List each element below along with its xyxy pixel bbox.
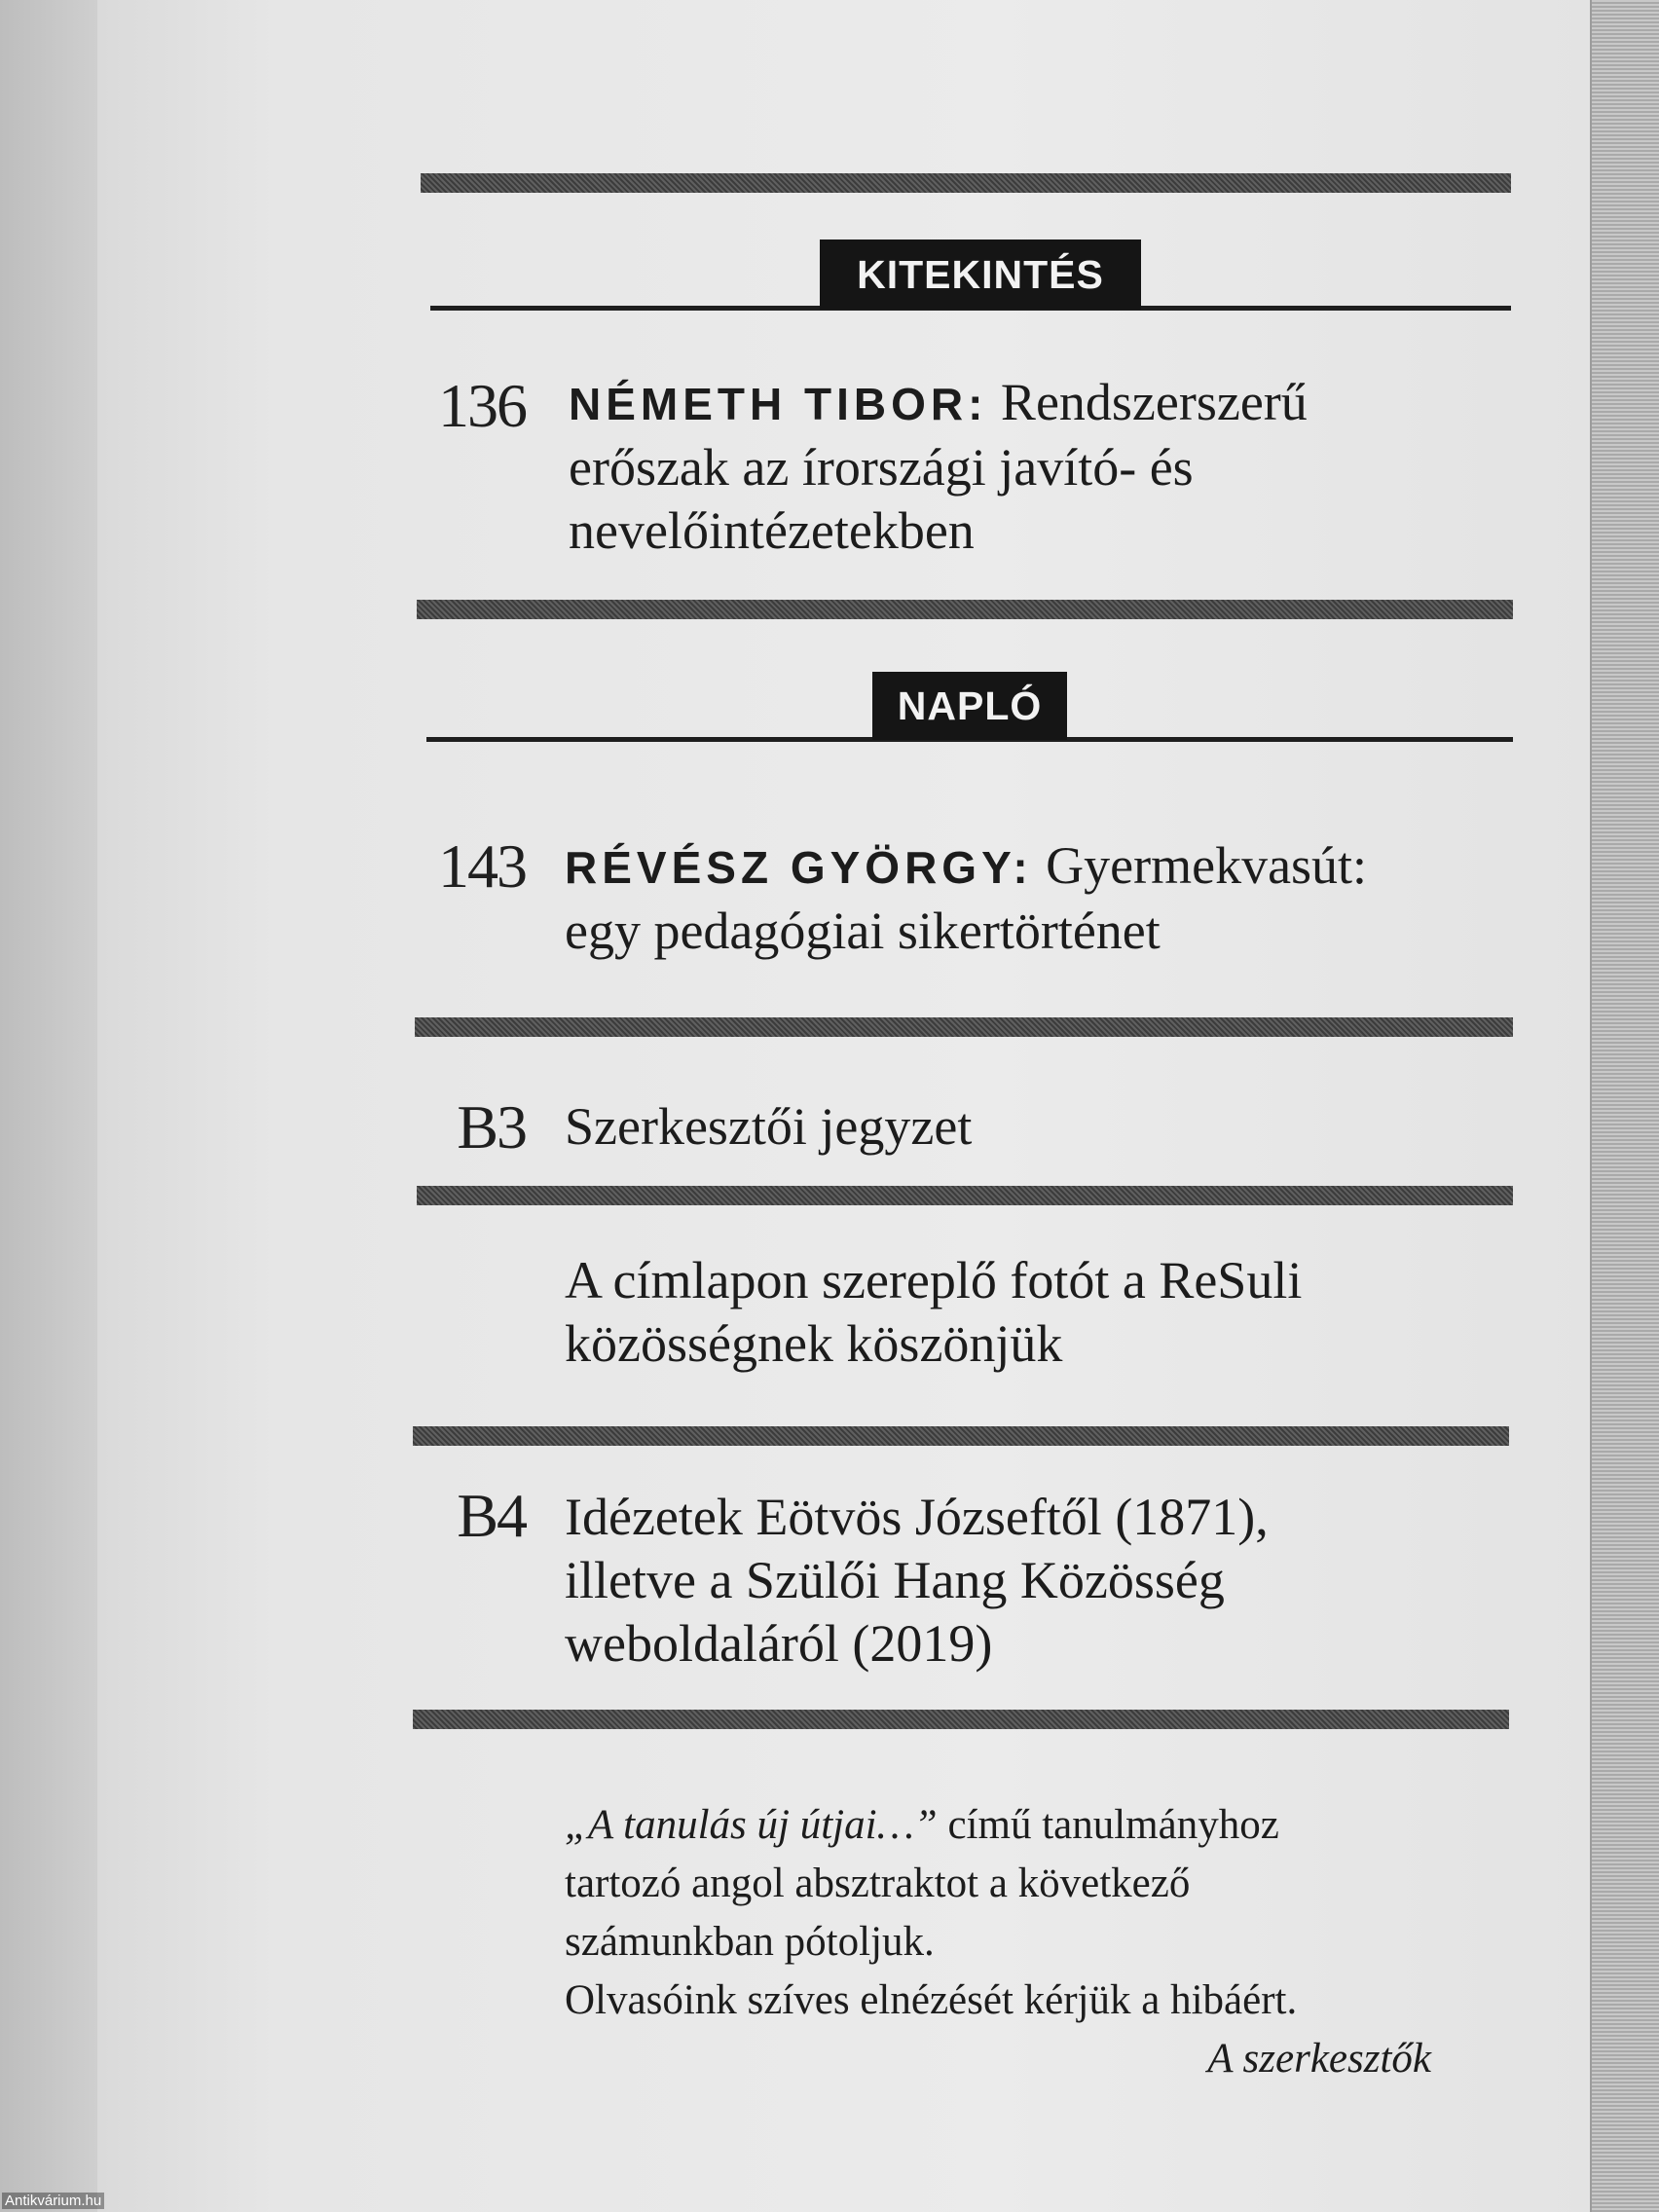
entry-title-line: Szerkesztői jegyzet [565, 1097, 973, 1156]
section-label-kitekintes: KITEKINTÉS [820, 240, 1141, 310]
divider-bar [417, 600, 1513, 619]
note-text: című tanulmányhoz [937, 1802, 1279, 1848]
toc-entry[interactable] [565, 1486, 1538, 1676]
erratum-note [565, 1796, 1441, 2088]
entry-title-line: erőszak az írországi javító- és [569, 438, 1194, 497]
entry-author: RÉVÉSZ GYÖRGY: [565, 842, 1033, 893]
entry-title-line: Gyermekvasút: [1046, 836, 1368, 895]
entry-title-line: egy pedagógiai sikertörténet [565, 902, 1161, 960]
page-number: B4 [457, 1481, 526, 1550]
entry-author: NÉMETH TIBOR: [569, 379, 988, 429]
entry-title-line: Rendszerszerű [1000, 373, 1308, 431]
right-page-stack [1592, 0, 1659, 2212]
note-signature: A szerkesztők [1207, 2036, 1431, 2082]
entry-title-line: közösségnek köszönjük [565, 1314, 1063, 1373]
note-text: Olvasóink szíves elnézését kérjük a hibáért. [565, 1977, 1298, 2023]
watermark: Antikvárium.hu [2, 2193, 104, 2209]
entry-title-line: nevelőintézetekben [569, 501, 975, 560]
page-number: B3 [457, 1092, 526, 1161]
toc-entry[interactable] [565, 1095, 1538, 1159]
toc-entry[interactable] [565, 834, 1538, 963]
divider-bar [413, 1710, 1509, 1729]
entry-title-line: illetve a Szülői Hang Közösség [565, 1551, 1225, 1609]
page-number: 143 [438, 831, 526, 901]
page-number: 136 [438, 371, 526, 440]
left-margin-shadow [0, 0, 97, 2212]
entry-title-line: weboldaláról (2019) [565, 1614, 993, 1673]
cover-credit [565, 1249, 1538, 1376]
divider-bar [413, 1426, 1509, 1446]
note-quote: „A tanulás új útjai…” [565, 1802, 938, 1848]
divider-bar [417, 1186, 1513, 1205]
divider-bar [415, 1017, 1513, 1037]
entry-title-line: A címlapon szereplő fotót a ReSuli [565, 1251, 1303, 1309]
note-text: számunkban pótoljuk. [565, 1919, 935, 1965]
section-label-naplo: NAPLÓ [872, 672, 1067, 740]
entry-title-line: Idézetek Eötvös Józseftől (1871), [565, 1488, 1269, 1546]
divider-bar [421, 173, 1511, 193]
note-text: tartozó angol absztraktot a következő [565, 1861, 1191, 1906]
toc-entry[interactable] [569, 371, 1542, 563]
